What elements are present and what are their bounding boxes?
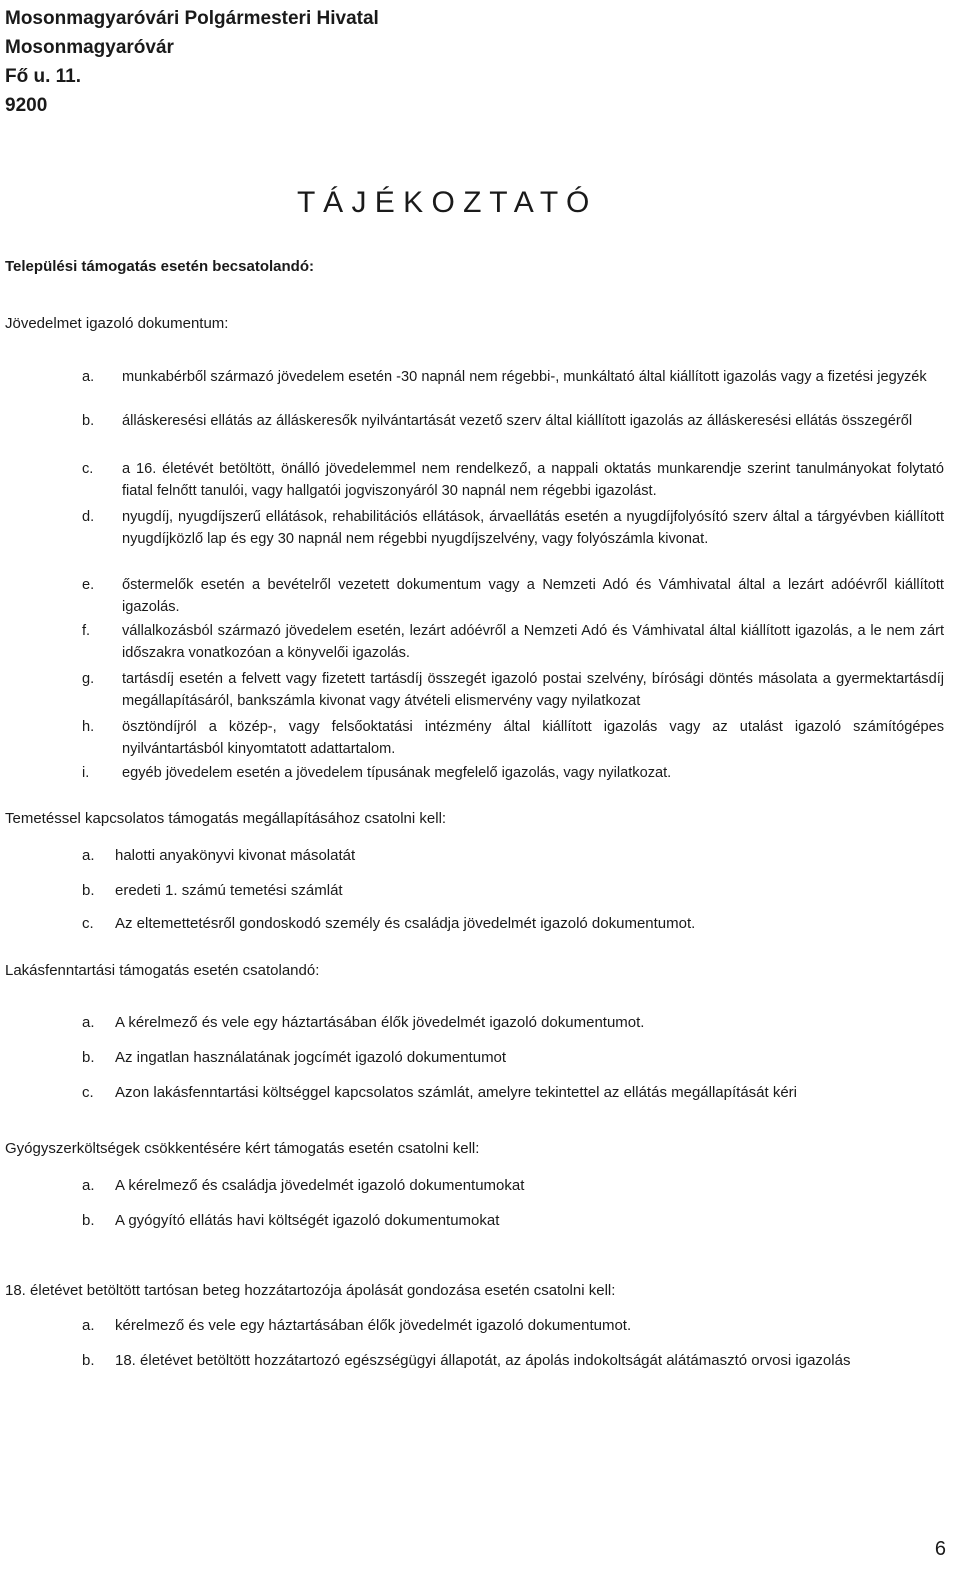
list-letter: d.	[82, 509, 95, 525]
list-letter: c.	[82, 1084, 94, 1101]
list-letter: e.	[82, 577, 95, 593]
list-letter: g.	[82, 671, 95, 687]
document-title: T Á J É K O Z T A T Ó	[297, 186, 590, 219]
care-heading: 18. életévet betöltött tartósan beteg hozzátartozója ápolását gondozása esetén csatolni kell:	[5, 1282, 616, 1299]
office-city: Mosonmagyaróvár	[5, 37, 174, 58]
office-street: Fő u. 11.	[5, 66, 82, 87]
list-text: eredeti 1. számú temetési számlát	[115, 882, 343, 899]
list-text: álláskeresési ellátás az álláskeresők nyilvántartását vezető szerv által kiállított igazolás az álláskeresési ellátás összegéről	[122, 413, 913, 429]
list-letter: b.	[82, 882, 95, 899]
office-name: Mosonmagyaróvári Polgármesteri Hivatal	[5, 8, 379, 29]
list-text: Az eltemettetésről gondoskodó személy és családja jövedelmét igazoló dokumentumot.	[115, 915, 696, 932]
list-letter: c.	[82, 915, 94, 932]
list-text: ösztöndíjról a közép-, vagy felsőoktatási intézmény által kiállított igazolás vagy az utalást igazoló számítógépes nyilvántartásból kinyomtatott adattartalom.	[122, 719, 944, 757]
office-postcode: 9200	[5, 95, 48, 116]
list-letter: c.	[82, 461, 94, 477]
list-letter: a.	[82, 369, 95, 385]
funeral-heading: Temetéssel kapcsolatos támogatás megállapításához csatolni kell:	[5, 810, 447, 827]
page-number: 6	[934, 1538, 946, 1560]
list-letter: i.	[82, 765, 90, 781]
list-text: Az ingatlan használatának jogcímét igazoló dokumentumot	[115, 1049, 507, 1066]
medicine-heading: Gyógyszerköltségek csökkentésére kért támogatás esetén csatolni kell:	[5, 1140, 480, 1157]
list-letter: b.	[82, 413, 95, 429]
list-letter: a.	[82, 847, 95, 864]
list-letter: a.	[82, 1177, 95, 1194]
list-letter: b.	[82, 1049, 95, 1066]
list-text: halotti anyakönyvi kivonat másolatát	[115, 847, 356, 864]
list-text: nyugdíj, nyugdíjszerű ellátások, rehabilitációs ellátások, árvaellátás esetén a nyugdíjfolyósító szerv által a tárgyévben kiállított nyugdíjközlő lap és egy 30 napnál nem régebbi nyugdíjszelvény, vagy folyószámla kivonat.	[122, 509, 944, 547]
list-text: A kérelmező és vele egy háztartásában élők jövedelmét igazoló dokumentumot.	[115, 1014, 645, 1031]
list-text: őstermelők esetén a bevételről vezetett dokumentum vagy a Nemzeti Adó és Vámhivatal által a lezárt adóévről kiállított igazolás.	[122, 577, 944, 615]
list-letter: f.	[82, 623, 91, 639]
list-letter: b.	[82, 1352, 95, 1369]
list-text: vállalkozásból származó jövedelem esetén, lezárt adóévről a Nemzeti Adó és Vámhivatal által kiállított igazolás, a le nem zárt időszakra vonatkozóan a könyvelői igazolás.	[122, 623, 944, 661]
list-text: Azon lakásfenntartási költséggel kapcsolatos számlát, amelyre tekintettel az ellátás megállapítását kéri	[115, 1084, 798, 1101]
list-letter: a.	[82, 1014, 95, 1031]
list-letter: b.	[82, 1212, 95, 1229]
housing-heading: Lakásfenntartási támogatás esetén csatolandó:	[5, 962, 320, 979]
list-text: tartásdíj esetén a felvett vagy fizetett tartásdíj összegét igazoló postai szelvény, bírósági döntés másolata a gyermektartásdíj megállapításáról, bankszámla kivonat vagy átvételi elismervény vagy nyilatkozat	[122, 671, 944, 709]
list-text: 18. életévet betöltött hozzátartozó egészségügyi állapotát, az ápolás indokoltságát alátámasztó orvosi igazolás	[115, 1352, 851, 1369]
list-text: A gyógyító ellátás havi költségét igazoló dokumentumokat	[115, 1212, 500, 1229]
office-address-block	[5, 4, 379, 120]
list-text: egyéb jövedelem esetén a jövedelem típusának megfelelő igazolás, vagy nyilatkozat.	[122, 765, 672, 781]
list-letter: h.	[82, 719, 95, 735]
settlement-subheading: Jövedelmet igazoló dokumentum:	[5, 315, 229, 332]
settlement-heading: Települési támogatás esetén becsatolandó:	[5, 258, 314, 275]
list-text: a 16. életévét betöltött, önálló jövedelemmel nem rendelkező, a nappali oktatás munkarendje szerint tanulmányokat folytató fiatal felnőtt tanulói, vagy hallgatói jogviszonyáról 30 napnál nem régebbi igazolást.	[122, 461, 944, 499]
list-text: munkabérből származó jövedelem esetén -30 napnál nem régebbi-, munkáltató által kiállított igazolás vagy a fizetési jegyzék	[122, 369, 927, 385]
list-letter: a.	[82, 1317, 95, 1334]
list-text: A kérelmező és családja jövedelmét igazoló dokumentumokat	[115, 1177, 525, 1194]
list-text: kérelmező és vele egy háztartásában élők jövedelmét igazoló dokumentumot.	[115, 1317, 632, 1334]
